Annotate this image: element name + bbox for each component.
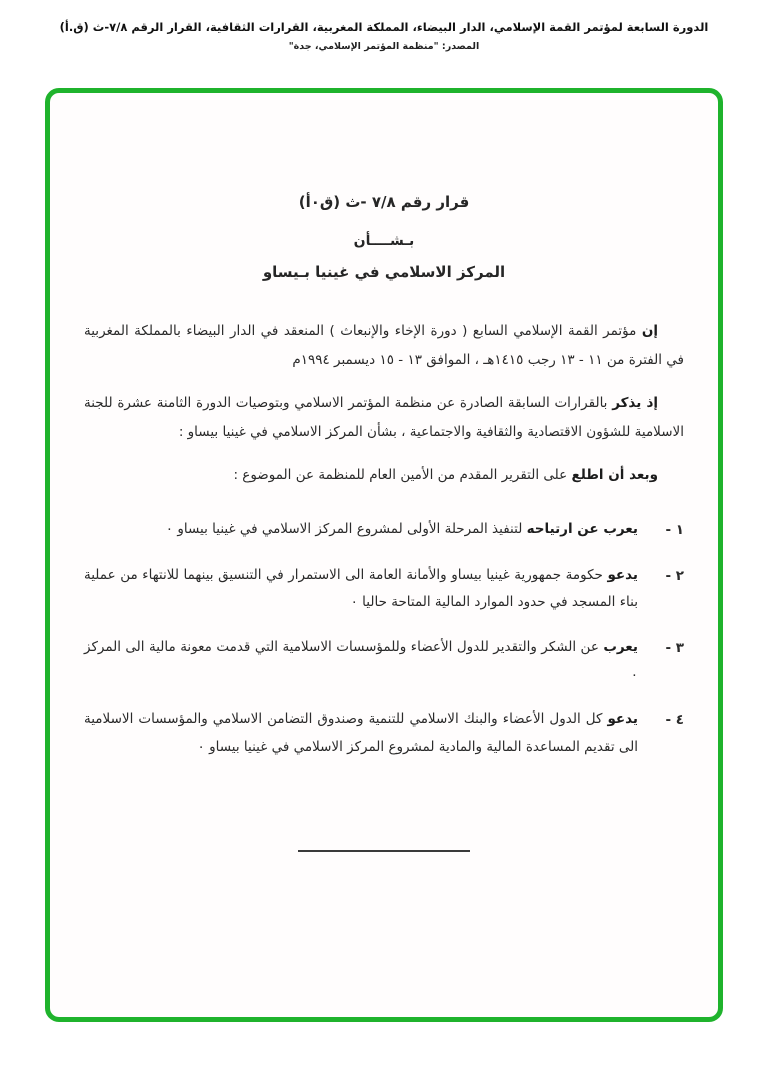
decision-subject: المركز الاسلامي في غينيا بـيساو bbox=[262, 263, 506, 281]
item-text bbox=[84, 562, 638, 617]
item-number: ٣ - bbox=[665, 640, 684, 657]
preamble-paragraph-2 bbox=[84, 389, 684, 447]
item-body-text: عن الشكر والتقدير للدول الأعضاء وللمؤسسات الاسلامية التي قدمت معونة مالية الى المركز ٠ bbox=[84, 639, 638, 683]
header-citation: الدورة السابعة لمؤتمر القمة الإسلامي، الدار البيضاء، المملكة المغربية، القرارات الثقافية، القرار الرقم ٧/٨-ث (ق.أ) bbox=[59, 20, 709, 34]
list-item-2 bbox=[84, 562, 684, 617]
item-body-text: حكومة جمهورية غينيا بيساو والأمانة العامة الى الاستمرار في التنسيق بينهما للانتهاء من عملية بناء المسجد في حدود الموارد المالية المتاحة حاليا ٠ bbox=[84, 566, 638, 611]
document-body bbox=[50, 93, 718, 762]
document-frame bbox=[45, 88, 723, 1022]
signature-line bbox=[298, 850, 470, 852]
decision-subject-label: بـشــــأن bbox=[353, 233, 415, 249]
item-lead: يعرب bbox=[603, 639, 638, 656]
list-item-3 bbox=[84, 634, 684, 689]
paragraph-text: مؤتمر القمة الإسلامي السابع ( دورة الإخاء والإنبعاث ) المنعقد في الدار البيضاء بالمملكة المغربية في الفترة من ١١ - ١٣ رجب ١٤١٥هـ ، الموافق ١٣ - ١٥ ديسمبر ١٩٩٤م bbox=[84, 323, 684, 369]
header-source: المصدر: "منظمة المؤتمر الإسلامي، جدة" bbox=[288, 41, 480, 52]
item-text bbox=[84, 634, 638, 689]
preamble bbox=[84, 317, 684, 490]
item-number: ٢ - bbox=[665, 567, 684, 584]
decision-title: قرار رقم ٧/٨ -ث (ق٠أ) bbox=[298, 193, 470, 211]
paragraph-lead: إن bbox=[641, 323, 659, 339]
item-lead: يدعو bbox=[607, 566, 638, 583]
item-number: ١ - bbox=[665, 522, 684, 539]
paragraph-text: بالقرارات السابقة الصادرة عن منظمة المؤتمر الاسلامي وبتوصيات الدورة الثامنة عشرة للجنة الاسلامية للشؤون الاقتصادية والثقافية والاجتماعية ، بشأن المركز الاسلامي في غينيا بيساو : bbox=[84, 395, 684, 441]
item-lead: يعرب عن ارتياحه bbox=[526, 521, 638, 538]
paragraph-lead: إذ يذكر bbox=[612, 395, 658, 412]
item-number: ٤ - bbox=[665, 712, 684, 729]
preamble-paragraph-1 bbox=[84, 317, 684, 375]
item-text bbox=[84, 516, 638, 545]
item-text bbox=[84, 706, 638, 761]
page-header bbox=[0, 0, 768, 52]
item-body-text: كل الدول الأعضاء والبنك الاسلامي للتنمية وصندوق التضامن الاسلامي والمؤسسات الاسلامية الى تقديم المساعدة المالية والمادية لمشروع المركز الاسلامي في غينيا بيساو ٠ bbox=[84, 711, 638, 756]
preamble-paragraph-3 bbox=[84, 461, 684, 490]
list-item-4 bbox=[84, 706, 684, 761]
item-lead: يدعو bbox=[607, 711, 638, 728]
resolution-list bbox=[84, 516, 684, 762]
list-item-1 bbox=[84, 516, 684, 545]
paragraph-text: على التقرير المقدم من الأمين العام للمنظمة عن الموضوع : bbox=[233, 467, 568, 484]
item-body-text: لتنفيذ المرحلة الأولى لمشروع المركز الاسلامي في غينيا بيساو ٠ bbox=[165, 521, 523, 538]
paragraph-lead: وبعد أن اطلع bbox=[571, 467, 658, 484]
